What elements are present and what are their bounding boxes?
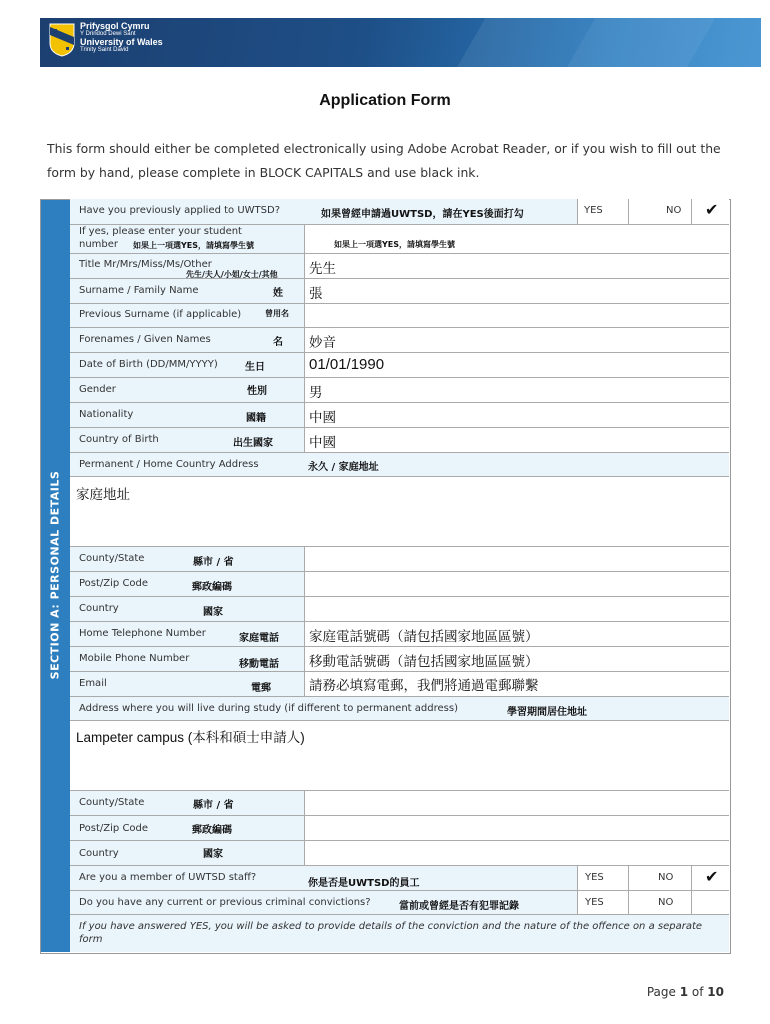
- row-student-number: [70, 224, 729, 253]
- row-permanent-address-label: [70, 452, 729, 476]
- perm-address-value: 家庭地址: [76, 487, 130, 503]
- country-label-cn: 國家: [203, 849, 223, 860]
- label-cell: [70, 597, 304, 621]
- country-label-cn: 國家: [203, 607, 223, 618]
- country-of-birth-input[interactable]: [304, 428, 729, 452]
- logo-line: Trinity Saint David: [80, 47, 129, 54]
- perm-address-label-cn: 永久 / 家庭地址: [308, 462, 379, 473]
- dob-label: Date of Birth (DD/MM/YYYY): [79, 359, 218, 370]
- no-box[interactable]: [628, 891, 691, 914]
- label-cell: [70, 453, 729, 476]
- convictions-note: If you have answered YES, you will be asked to provide details of the conviction and the nature of the offence on a separate form: [79, 921, 703, 945]
- post-code-input[interactable]: [304, 572, 729, 596]
- student-no-label: number: [79, 239, 119, 250]
- title-label-cn: 先生/夫人/小姐/女士/其他: [186, 270, 278, 279]
- row-study-country: [70, 840, 729, 865]
- country-label: Country: [79, 603, 119, 614]
- title-label: Title Mr/Mrs/Miss/Ms/Other: [79, 259, 212, 270]
- mobile-label-cn: 移動電話: [239, 659, 279, 670]
- student-number-value: 如果上一項選YES，請填寫學生號: [334, 240, 456, 249]
- no-label: NO: [666, 205, 682, 216]
- row-surname: [70, 278, 729, 303]
- row-forenames: [70, 327, 729, 352]
- tick-box[interactable]: [691, 891, 729, 914]
- gender-label-cn: 性別: [247, 386, 267, 397]
- nationality-label: Nationality: [79, 409, 134, 420]
- row-study-county-state: [70, 790, 729, 815]
- permanent-address-input[interactable]: [70, 477, 729, 546]
- logo-line: Prifysgol Cymru: [80, 21, 150, 31]
- yes-label: YES: [585, 897, 604, 908]
- study-post-code-input[interactable]: [304, 816, 729, 840]
- label-cell: [70, 672, 304, 696]
- surname-label: Surname / Family Name: [79, 285, 199, 296]
- row-post-code: [70, 571, 729, 596]
- country-input[interactable]: [304, 597, 729, 621]
- of-word: of: [691, 985, 704, 999]
- prev-surname-label: Previous Surname (if applicable): [79, 309, 242, 320]
- row-gender: [70, 377, 729, 402]
- no-label: NO: [658, 897, 674, 908]
- postcode-label: Post/Zip Code: [79, 578, 149, 589]
- university-crest-icon: [49, 23, 75, 57]
- label-cell: [70, 816, 304, 840]
- county-label: County/State: [79, 553, 145, 564]
- email-label: Email: [79, 678, 107, 689]
- email-input[interactable]: [304, 672, 729, 696]
- row-date-of-birth: [70, 352, 729, 377]
- home-telephone-input[interactable]: [304, 622, 729, 646]
- label-cell: [70, 891, 577, 914]
- dob-label-cn: 生日: [245, 362, 265, 373]
- convictions-label-cn: 當前或曾經是否有犯罪記錄: [399, 901, 519, 912]
- row-study-address-value: [70, 720, 729, 790]
- mobile-label: Mobile Phone Number: [79, 653, 190, 664]
- section-label: SECTION A: PERSONAL DETAILS: [48, 470, 62, 680]
- yes-label: YES: [584, 205, 603, 216]
- label-cell: [70, 697, 729, 720]
- county-input[interactable]: [304, 547, 729, 571]
- yes-box[interactable]: [577, 866, 628, 890]
- label-cell: [70, 279, 304, 303]
- home-tel-value: 家庭電話號碼（請包括國家地區區號）: [309, 629, 539, 645]
- label-cell: [70, 378, 304, 402]
- postcode-label-cn: 郵政編碼: [192, 825, 232, 836]
- perm-address-label: Permanent / Home Country Address: [79, 459, 259, 470]
- label-cell: [70, 866, 577, 890]
- row-criminal-convictions: [70, 890, 729, 914]
- forenames-input[interactable]: [304, 328, 729, 352]
- county-label: County/State: [79, 797, 145, 808]
- title-value: 先生: [309, 261, 336, 277]
- student-number-input[interactable]: [304, 225, 729, 253]
- label-cell: [70, 572, 304, 596]
- row-country-of-birth: [70, 427, 729, 452]
- row-previously-applied: [70, 199, 729, 224]
- row-email: [70, 671, 729, 696]
- dob-value: 01/01/1990: [309, 356, 385, 373]
- row-study-post-code: [70, 815, 729, 840]
- nationality-label-cn: 國籍: [246, 413, 266, 424]
- nationality-input[interactable]: [304, 403, 729, 427]
- email-label-cn: 電郵: [251, 683, 271, 694]
- mobile-phone-input[interactable]: [304, 647, 729, 671]
- row-country: [70, 596, 729, 621]
- label-cell: [70, 791, 304, 815]
- surname-value: 張: [309, 286, 323, 302]
- yes-label: YES: [585, 872, 604, 883]
- country-label: Country: [79, 848, 119, 859]
- page-title: Application Form: [319, 92, 451, 109]
- forenames-value: 妙音: [309, 335, 336, 351]
- title-input[interactable]: [304, 254, 729, 278]
- page-word: Page: [646, 985, 676, 999]
- convictions-label: Do you have any current or previous criminal convictions?: [79, 897, 371, 908]
- label-cell: [70, 353, 304, 377]
- previous-surname-input[interactable]: [304, 304, 729, 327]
- prev-surname-label-cn: 曾用名: [265, 309, 289, 318]
- label-cell: [70, 199, 577, 224]
- label-cell: [70, 915, 729, 952]
- home-tel-label-cn: 家庭電話: [239, 633, 279, 644]
- row-county-state: [70, 546, 729, 571]
- study-address-label-cn: 學習期間居住地址: [507, 707, 587, 718]
- applied-label-cn: 如果曾經申請過UWTSD，請在YES後面打勾: [321, 209, 524, 220]
- country-birth-value: 中國: [309, 435, 336, 451]
- county-label-cn: 縣市 / 省: [193, 557, 234, 568]
- surname-input[interactable]: [304, 279, 729, 303]
- staff-label: Are you a member of UWTSD staff?: [79, 872, 257, 883]
- study-address-input[interactable]: [70, 721, 729, 790]
- staff-label-cn: 你是否是UWTSD的員工: [308, 878, 420, 889]
- row-home-telephone: [70, 621, 729, 646]
- forenames-label-cn: 名: [273, 337, 283, 348]
- postcode-label: Post/Zip Code: [79, 823, 149, 834]
- student-no-label: If yes, please enter your student: [79, 226, 242, 237]
- no-label: NO: [658, 872, 674, 883]
- surname-label-cn: 姓: [273, 288, 283, 299]
- forenames-label: Forenames / Given Names: [79, 334, 211, 345]
- row-nationality: [70, 402, 729, 427]
- mobile-value: 移動電話號碼（請包括國家地區區號）: [309, 654, 539, 670]
- tick-box[interactable]: [691, 866, 729, 890]
- country-birth-label: Country of Birth: [79, 434, 159, 445]
- county-label-cn: 縣市 / 省: [193, 800, 234, 811]
- page-total: 10: [707, 985, 724, 999]
- row-title: [70, 253, 729, 278]
- label-cell: [70, 225, 304, 253]
- row-study-address-label: [70, 696, 729, 720]
- country-birth-label-cn: 出生國家: [233, 438, 273, 449]
- label-cell: [70, 841, 304, 865]
- intro-text: This form should either be completed electronically using Adobe Acrobat Reader, or if you wish to fill out the form by hand, please complete in BLOCK CAPITALS and use black ink.: [47, 141, 721, 180]
- label-cell: [70, 328, 304, 352]
- label-cell: [70, 428, 304, 452]
- nationality-value: 中國: [309, 410, 336, 426]
- row-uwtsd-staff: [70, 865, 729, 890]
- checkmark-icon: ✔: [705, 200, 719, 219]
- university-logo-text: [80, 22, 163, 53]
- label-cell: [70, 304, 304, 327]
- row-mobile-phone: [70, 646, 729, 671]
- gender-label: Gender: [79, 384, 116, 395]
- row-convictions-note: [70, 914, 729, 952]
- date-of-birth-input[interactable]: [304, 353, 729, 377]
- logo-line: University of Wales: [80, 36, 163, 47]
- yes-box[interactable]: [577, 891, 628, 914]
- row-permanent-address-value: [70, 476, 729, 546]
- applied-label: Have you previously applied to UWTSD?: [79, 205, 281, 216]
- gender-input[interactable]: [304, 378, 729, 402]
- page-number: 1: [679, 985, 689, 999]
- checkmark-icon: ✔: [705, 867, 719, 886]
- logo-line: Y Drindod Dewi Sant: [80, 31, 136, 38]
- home-tel-label: Home Telephone Number: [79, 628, 206, 639]
- label-cell: [70, 547, 304, 571]
- tick-box[interactable]: [691, 199, 729, 224]
- label-cell: [70, 403, 304, 427]
- postcode-label-cn: 郵政編碼: [192, 582, 232, 593]
- label-cell: [70, 254, 304, 278]
- yes-box[interactable]: [577, 199, 628, 224]
- study-address-value: Lampeter campus (本科和碩士申請人): [76, 730, 305, 745]
- study-country-input[interactable]: [304, 841, 729, 865]
- no-box[interactable]: [628, 866, 691, 890]
- label-cell: [70, 622, 304, 646]
- study-address-label: Address where you will live during study (if different to permanent address): [79, 703, 458, 714]
- study-county-input[interactable]: [304, 791, 729, 815]
- row-previous-surname: [70, 303, 729, 327]
- page-footer: [647, 985, 724, 999]
- student-no-label-cn: 如果上一項選YES，請填寫學生號: [133, 241, 255, 250]
- email-value: 請務必填寫電郵，我們將通過電郵聯繫: [309, 678, 539, 694]
- no-box[interactable]: [628, 199, 691, 224]
- label-cell: [70, 647, 304, 671]
- gender-value: 男: [309, 385, 323, 401]
